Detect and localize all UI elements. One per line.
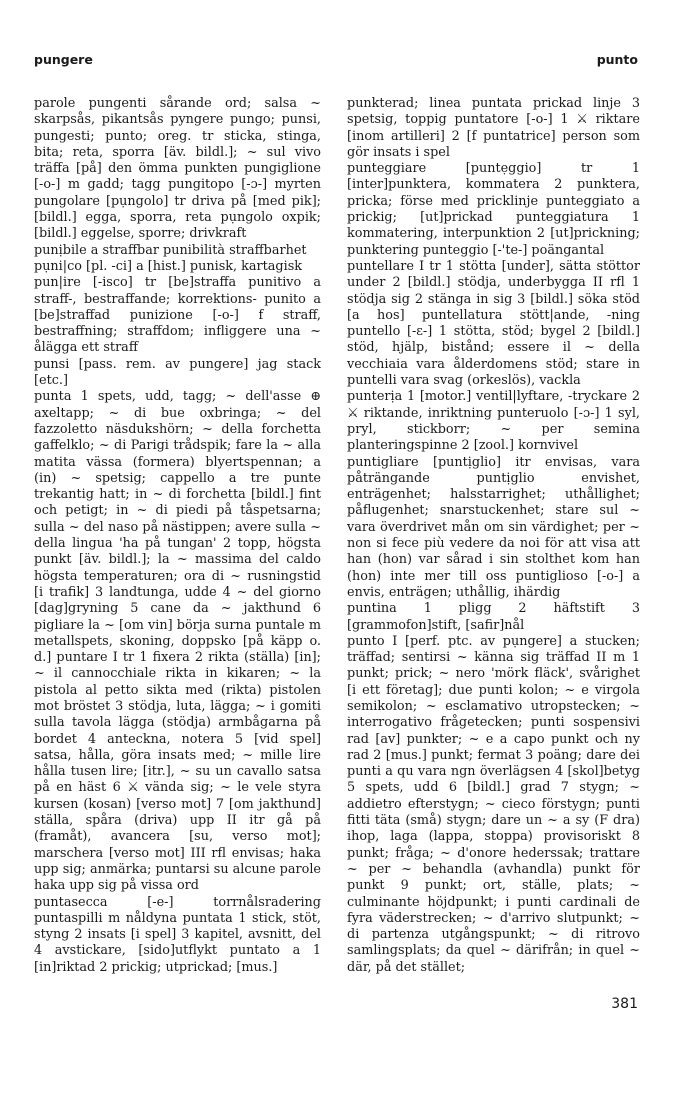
entry-punteria: punterịa 1 [motor.] ventil|lyftare, -tryckare 2 ⚔ riktande, inriktning punteruolo [-ɔ-] 1 syl, pryl, stickborr; ~ per semina planteringspinne 2 [zool.] kornvivel	[347, 389, 640, 454]
entry-punico: pụni|co [pl. -ci] a [hist.] punisk, kartagisk	[34, 258, 303, 274]
entry-punta: punta 1 spets, udd, tagg; ~ dell'asse ⊕ axeltapp; ~ di bue oxbringa; ~ del fazzoletto näsdukshörn; ~ della forchetta gaffelklo; ~ di Parigi trådspik; fare la ~ alla matita vässa (formera) blyertspennan; a (in) ~ spetsig; cappello a tre punte trekantig hatt; in ~ di forchetta [bildl.] fint och petigt; in ~ di piedi på tåspetsarna; sulla ~ del naso på nästippen; avere sulla ~ della lingua 'ha på tungan' 2 topp, högsta punkt [äv. bildl.]; la ~ massima del caldo högsta temperaturen; ora di ~ rusningstid [i trafik] 3 landtunga, udde 4 ~ del giorno [dag]gryning 5 cane da ~ jakthund 6 pigliare la ~ [om vin] börja surna puntale m metallspets, skoning, doppsko [på käpp o. d.] puntare I tr 1 fixera 2 rikta (ställa) [in]; ~ il cannocchiale rikta in kikaren; ~ la pistola al petto sikta med (rikta) pistolen mot bröstet 3 stödja, luta, lägga; ~ i gomiti sulla tavola lägga (stödja) armbågarna på bordet 4 anteckna, notera 5 [vid spel] satsa, hålla, göra insats med; ~ mille lire hålla tusen lire; [itr.], ~ su un cavallo satsa på en häst 6 ⚔ vända sig; ~ le vele styra kursen (kosan) [verso mot] 7 [om jakthund] ställa, spåra (driva) upp II itr gå på (framåt), avancera [su, verso mot]; marschera [verso mot] III rfl envisas; haka upp sig; anmärka; puntarsi su alcune parole haka upp sig på vissa ord	[34, 389, 321, 894]
entry-punire: pun|ire [-isco] tr [be]straffa punitivo a straff-, bestraffande; korrektions- punito a [be]straffad punizione [-o-] f straff, bestraffning; straffdom; infliggere una ~ ålägga ett straff	[34, 275, 321, 356]
entry-punsi: punsi [pass. rem. av pungere] jag stack [etc.]	[34, 356, 321, 389]
entry-puntigliare: puntigliare [puntịglio] itr envisas, vara påträngande puntịglio envishet, enträgenhet; halsstarrighet; uthållighet; påflugenhet; snarstuckenhet; stare sul ~ vara överdrivet mån om sin värdighet; per ~ non si fece più vedere da noi för att visa att han (hon) var sårad i sin stolthet kom han (hon) inte mer till oss puntiglioso [-o-] a envis, enträgen; uthållig, ihärdig	[347, 454, 640, 600]
entry-puntato-cont: punkterad; linea puntata prickad linje 3 spetsig, toppig puntatore [-o-] 1 ⚔ riktare [inom artilleri] 2 [f puntatrice] person som gör insats i spel	[347, 96, 640, 160]
entry-puntasecca: puntasecca [-e-] torrnålsradering puntaspilli m nåldyna puntata 1 stick, stöt, styng 2 insats [i spel] 3 kapitel, avsnitt, del 4 avstickare, [sido]utflykt puntato a 1 [in]riktad 2 prickig; utprickad; [mus.]	[34, 894, 321, 975]
page-number: 381	[611, 996, 638, 1012]
entry-punibile: punịbile a straffbar punibilità straffbarhet	[34, 242, 307, 258]
entry-puntellare: puntellare I tr 1 stötta [under], sätta stöttor under 2 [bildl.] stödja, underbygga II rfl 1 stödja sig 2 stänga in sig 3 [bildl.] söka stöd [a hos] puntellatura stött|ande, -ning puntello [-ɛ-] 1 stötta, stöd; bygel 2 [bildl.] stöd, hjälp, bistånd; essere il ~ della vecchiaia vara ålderdomens stöd; stare in puntelli vara svag (orkeslös), vackla	[347, 258, 640, 389]
entry-puntina: puntina 1 pligg 2 häftstift 3 [grammofon]stift, [safir]nål	[347, 601, 640, 633]
entry-punto: punto I [perf. ptc. av pụngere] a stucken; träffad; sentirsi ~ känna sig träffad II m 1 punkt; prick; ~ nero 'mörk fläck', svårighet [i ett företag]; due punti kolon; ~ e virgola semikolon; ~ esclamativo utropstecken; ~ interrogativo frågetecken; punti sospensivi rad [av] punkter; ~ e a capo punkt och ny rad 2 [mus.] punkt; fermat 3 poäng; dare dei punti a qu vara ngn överlägsen 4 [skol]betyg 5 spets, udd 6 [bildl.] grad 7 stygn; ~ addietro efterstygn; ~ cieco förstygn; punti fitti täta (små) stygn; dare un ~ a sy (F dra) ihop, laga (lappa, stoppa) provisoriskt 8 punkt; fråga; ~ d'onore hederssak; trattare ~ per ~ behandla (avhandla) punkt för punkt 9 punkt; ort, ställe, plats; ~ culminante höjdpunkt; i punti cardinali de fyra väderstrecken; ~ d'arrivo slutpunkt; ~ di partenza utgångspunkt; ~ di ritrovo samlingsplats; da quel ~ därifrån; in quel ~ där, på det stället;	[347, 633, 640, 975]
running-header-left: pungere	[34, 52, 93, 67]
right-column	[347, 96, 640, 976]
entry-punteggiare: punteggiare [puntẹggio] tr 1 [inter]punktera, kommatera 2 punktera, pricka; förse med pricklinje punteggiato a prickig; [ut]prickad punteggiatura 1 kommatering, interpunktion 2 [ut]prickning; punktering punteggio [-'te-] poängantal	[347, 161, 640, 258]
left-column	[34, 96, 321, 976]
running-header-right: punto	[596, 52, 638, 67]
entry-pungere: parole pungenti sårande ord; salsa ~ skarpsås, pikantsås pyngere pungo; punsi, pungesti; punto; oreg. tr sticka, stinga, bita; reta, sporra [äv. bildl.]; ~ sul vivo träffa [på] den ömma punkten pungiglione [-o-] m gadd; tagg pungitopo [-ɔ-] myrten pungolare [pụngolo] tr driva på [med pik]; [bildl.] egga, sporra, reta pụngolo oxpik; [bildl.] eggelse, sporre; drivkraft	[34, 96, 321, 242]
